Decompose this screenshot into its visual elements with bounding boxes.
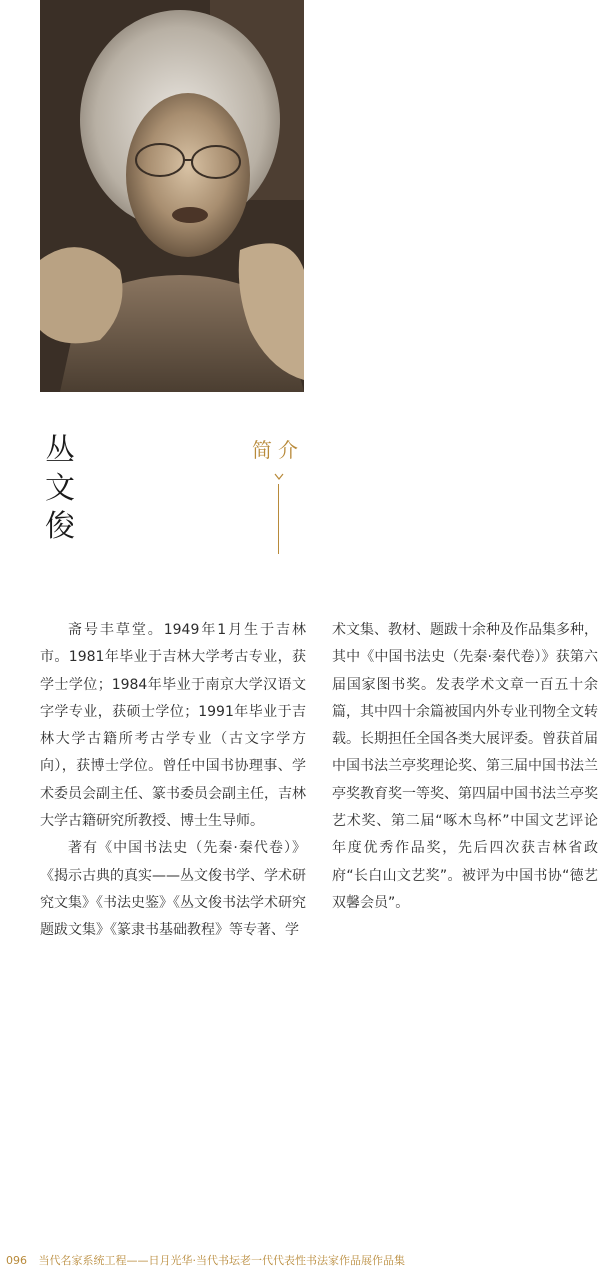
- footer-text: 当代名家系统工程——日月光华·当代书坛老一代代表性书法家作品展作品集: [38, 1254, 405, 1267]
- name-char: 丛: [45, 433, 75, 468]
- body-paragraph: 著有《中国书法史（先秦·秦代卷）》《揭示古典的真实——丛文俊书学、学术研究文集》《书法史鉴》《丛文俊书法学术研究题跋文集》《篆隶书基础教程》等专著、学: [40, 840, 306, 939]
- body-column-right: [332, 617, 598, 917]
- section-title: 简介: [252, 438, 304, 462]
- chevron-down-icon: [274, 472, 284, 482]
- portrait-illustration: [40, 0, 304, 392]
- name-char: 文: [45, 471, 75, 506]
- body-paragraph: 斋号丰草堂。1949年1月生于吉林市。1981年毕业于吉林大学考古专业，获学士学位；1984年毕业于南京大学汉语文字学专业，获硕士学位；1991年毕业于吉林大学古籍所考古学专业（古文字学方向），获博士学位。曾任中国书协理事、学术委员会副主任、篆书委员会副主任，吉林大学古籍研究所教授、博士生导师。: [40, 622, 306, 830]
- name-char: 俊: [45, 509, 75, 544]
- body-paragraph: 术文集、教材、题跋十余种及作品集多种，其中《中国书法史（先秦·秦代卷）》获第六届国家图书奖。发表学术文章一百五十余篇，其中四十余篇被国内外专业刊物全文转载。长期担任全国各类大展评委。曾获首届中国书法兰亭奖理论奖、第三届中国书法兰亭奖教育奖一等奖、第四届中国书法兰亭奖艺术奖、第二届“啄木鸟杯”中国文艺评论年度优秀作品奖，先后四次获吉林省政府“长白山文艺奖”。被评为中国书协“德艺双馨会员”。: [332, 622, 598, 911]
- person-name: [40, 432, 80, 546]
- page-footer: [0, 1252, 600, 1268]
- body-column-left: [40, 617, 306, 945]
- portrait-photo: [40, 0, 304, 392]
- divider-line: [278, 484, 279, 554]
- page-number: 096: [6, 1254, 27, 1267]
